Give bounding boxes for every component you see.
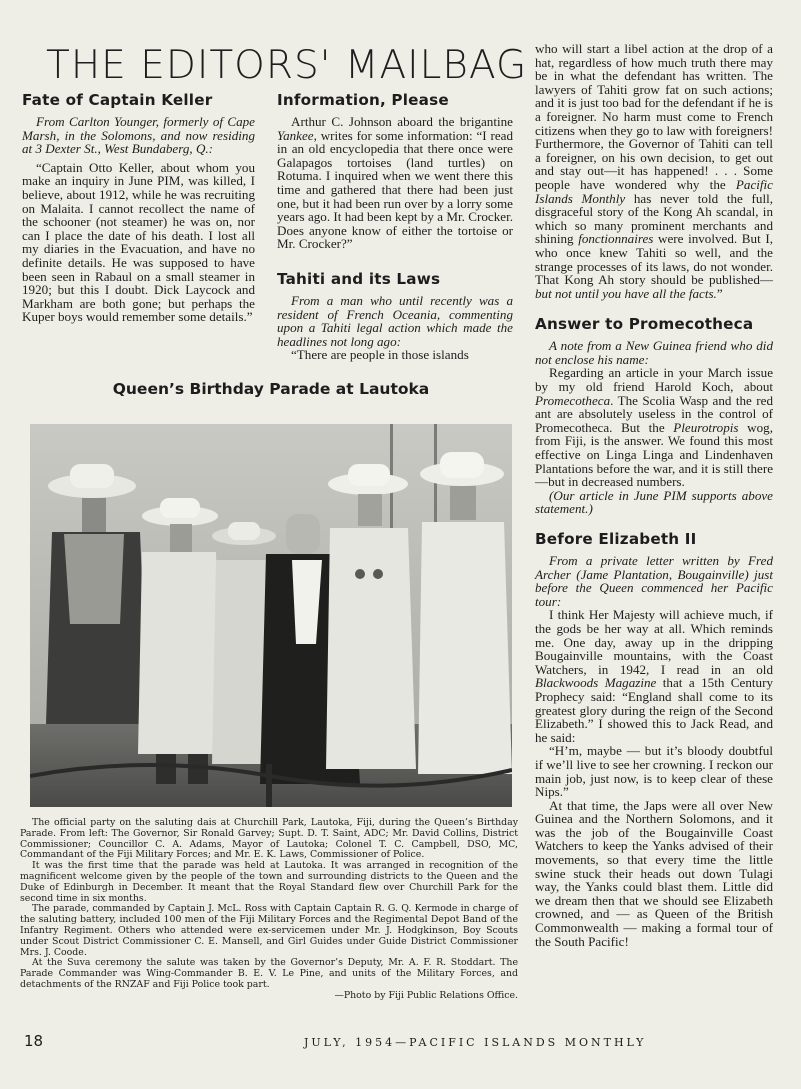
- article-keller: [22, 91, 255, 324]
- editor-note: (Our article in June PIM supports above statement.): [535, 487, 773, 517]
- masthead: THE EDITORS' MAILBAG: [46, 43, 528, 88]
- tahiti-cont-3: were involved. But I, who once knew Tahiti so well, and the strange processes of its laws, do not wonder. That Kong Ah story should be published—: [535, 231, 773, 288]
- tahiti-cont-2: has never told the full, disgraceful story of the Kong Ah scandal, in which so many prominent merchants and shining: [535, 190, 773, 247]
- fonctionnaires-term: fonctionnaires: [578, 231, 654, 247]
- promecotheca-text-3: wog, from Fiji, is the answer. We found this most effective on Linga Linga and Lindenhaven Plantations before the war, and it is still there—but in decreased numbers.: [535, 419, 773, 490]
- caption-paragraph-4: At the Suva ceremony the salute was taken by the Governor’s Deputy, Mr. A. F. R. Stoddart. The Parade Commander was Wing-Commander B. E. V. Le Pine, and units of the Military Forces, and detachments of the RNZAF and Fiji Police took part.: [20, 957, 518, 990]
- heading-elizabeth: Before Elizabeth II: [535, 530, 697, 548]
- blackwoods-title: Blackwoods Magazine: [535, 675, 657, 691]
- intro-promecotheca: A note from a New Guinea friend who did not enclose his name:: [535, 338, 773, 367]
- intro-elizabeth: From a private letter written by Fred Archer (Jame Plantation, Bougainville) just before the Queen commenced her Pacific tour:: [535, 553, 773, 609]
- information-text-2: , writes for some information: “I read in an old encyclopedia that there once were Galapagos tortoises (land turtles) on Rotuma. I inquired when we went there this time and gathered that there had been just one, but it had been run over by a lorry some years ago. It had been kept by a Mr. Crocker. Does anyone know of either the tortoise or Mr. Crocker?”: [277, 127, 513, 252]
- ship-name: Yankee: [277, 127, 314, 143]
- elizabeth-text-1b: that a 15th Century Prophecy said: “England shall come to its greatest glory during the reign of the Second Elizabeth.” I showed this to Jack Read, and he said:: [535, 675, 773, 745]
- tahiti-closing-quote: ”: [716, 285, 723, 301]
- information-text-1: Arthur C. Johnson aboard the brigantine: [291, 114, 513, 129]
- heading-tahiti: Tahiti and its Laws: [277, 270, 441, 288]
- article-tahiti: [277, 270, 513, 362]
- article-information: [277, 91, 513, 251]
- elizabeth-text-1a: I think Her Majesty will achieve much, if the gods be her way at all. Which reminds me. One day, away up in the dripping Bougainville mountains, with the Coast Watchers, in 1942, I read in an old: [535, 607, 773, 677]
- body-information: [277, 115, 513, 251]
- tahiti-cont-1: who will start a libel action at the drop of a hat, regardless of how much truth there may be in what the defendant has written. The lawyers of Tahiti grow fat on such actions; and it is just too bad for the defendant if he is a foreigner. No harm must come to French citizens when they go to law with foreigners! Furthermore, the Governor of Tahiti can tell a foreigner, on his own decision, to get out and stay out—it has happened! . . . Some people have wondered why the: [535, 41, 773, 192]
- heading-promecotheca: Answer to Promecotheca: [535, 315, 754, 334]
- caption-paragraph-3: The parade, commanded by Captain J. McL. Ross with Captain Captain R. G. Q. Kermode in charge of the saluting battery, included 100 men of the Fiji Military Forces and the Regimental Depot Band of the Infantry Regiment. Others who attended were ex-servicemen under Mr. J. Hodgkinson, Boy Scouts under Scout District Commissioner C. E. Mansell, and Girl Guides under Guide District Commissioner Mrs. J. Coode.: [20, 903, 518, 958]
- parade-photo: [30, 424, 512, 807]
- heading-keller: Fate of Captain Keller: [22, 91, 213, 109]
- magazine-name: Pacific Islands Monthly: [535, 176, 773, 206]
- page-number: 18: [24, 1032, 44, 1050]
- running-head: JULY, 1954—PACIFIC ISLANDS MONTHLY: [304, 1036, 647, 1049]
- pleurotropis-term: Pleurotropis: [673, 419, 739, 435]
- promecotheca-term: Promecotheca: [535, 392, 611, 408]
- article-tahiti-continued: [535, 42, 773, 948]
- elizabeth-paragraph-1: [535, 608, 773, 744]
- body-keller: “Captain Otto Keller, about whom you make an inquiry in June PIM, was killed, I believe, about 1912, while he was recruiting on Malaita. I cannot recollect the name of the schooner (not steamer) he was on, nor can I place the date of his death. I lost all my diaries in the Evacuation, and have no definite details. He was supposed to have been seen in Rabaul on a small steamer in 1920; but this I doubt. Dick Laycock and Markham are both gone; but perhaps the Kuper boys would remember some details.”: [22, 159, 255, 325]
- photo-caption: [20, 818, 518, 1002]
- photo-credit: —Photo by Fiji Public Relations Office.: [334, 989, 518, 1001]
- body-promecotheca: [535, 366, 773, 488]
- intro-keller: From Carlton Younger, formerly of Cape Marsh, in the Solomons, and now residing at 3 Dexter St., West Bundaberg, Q.:: [22, 114, 255, 157]
- elizabeth-paragraph-3: At that time, the Japs were all over New Guinea and the Northern Solomons, and it was the job of the Bougainville Coast Watchers to keep the Yanks advised of their movements, so that every time the little swine stuck their heads out down Tulagi way, the Yanks could blast them. Little did we dream then that we should see Elizabeth crowned, and — as Queen of the British Commonwealth — making a formal tour of the South Pacific!: [535, 797, 773, 949]
- promecotheca-text-1: Regarding an article in your March issue by my old friend Harold Koch, about: [535, 365, 773, 395]
- promecotheca-text-2: . The Scolia Wasp and the red ant are absolutely useless in the control of Promecotheca. But the: [535, 392, 773, 435]
- intro-tahiti: From a man who until recently was a resident of French Oceania, commenting upon a Tahiti legal action which made the headlines not long ago:: [277, 293, 513, 349]
- caption-paragraph-2: It was the first time that the parade was held at Lautoka. It was arranged in recognition of the magnificent welcome given by the people of the town and surrounding districts to the Queen and the Duke of Edinburgh in December. It meant that the Royal Standard flew over Churchill Park for the second time in six months.: [20, 860, 518, 904]
- caption-paragraph-1: The official party on the saluting dais at Churchill Park, Lautoka, Fiji, during the Queen’s Birthday Parade. From left: The Governor, Sir Ronald Garvey; Supt. D. T. Saint, ADC; Mr. David Collins, District Commissioner; Councillor C. A. Adams, Mayor of Lautoka; Colonel T. C. Campbell, DSO, MC, Commandant of the Fiji Military Forces; and Mr. E. K. Laws, Commissioner of Police.: [20, 817, 518, 861]
- elizabeth-paragraph-2: “H’m, maybe — but it’s bloody doubtful if we’ll live to see her crowning. I reckon our main job, just now, is to keep clear of these Nips.”: [535, 743, 773, 800]
- tahiti-closing-italic: but not until you have all the facts.: [535, 285, 717, 301]
- photo-title: Queen’s Birthday Parade at Lautoka: [112, 380, 430, 398]
- heading-information: Information, Please: [277, 91, 449, 109]
- body-tahiti-start: “There are people in those islands: [291, 347, 469, 363]
- body-tahiti-continued: [535, 42, 773, 300]
